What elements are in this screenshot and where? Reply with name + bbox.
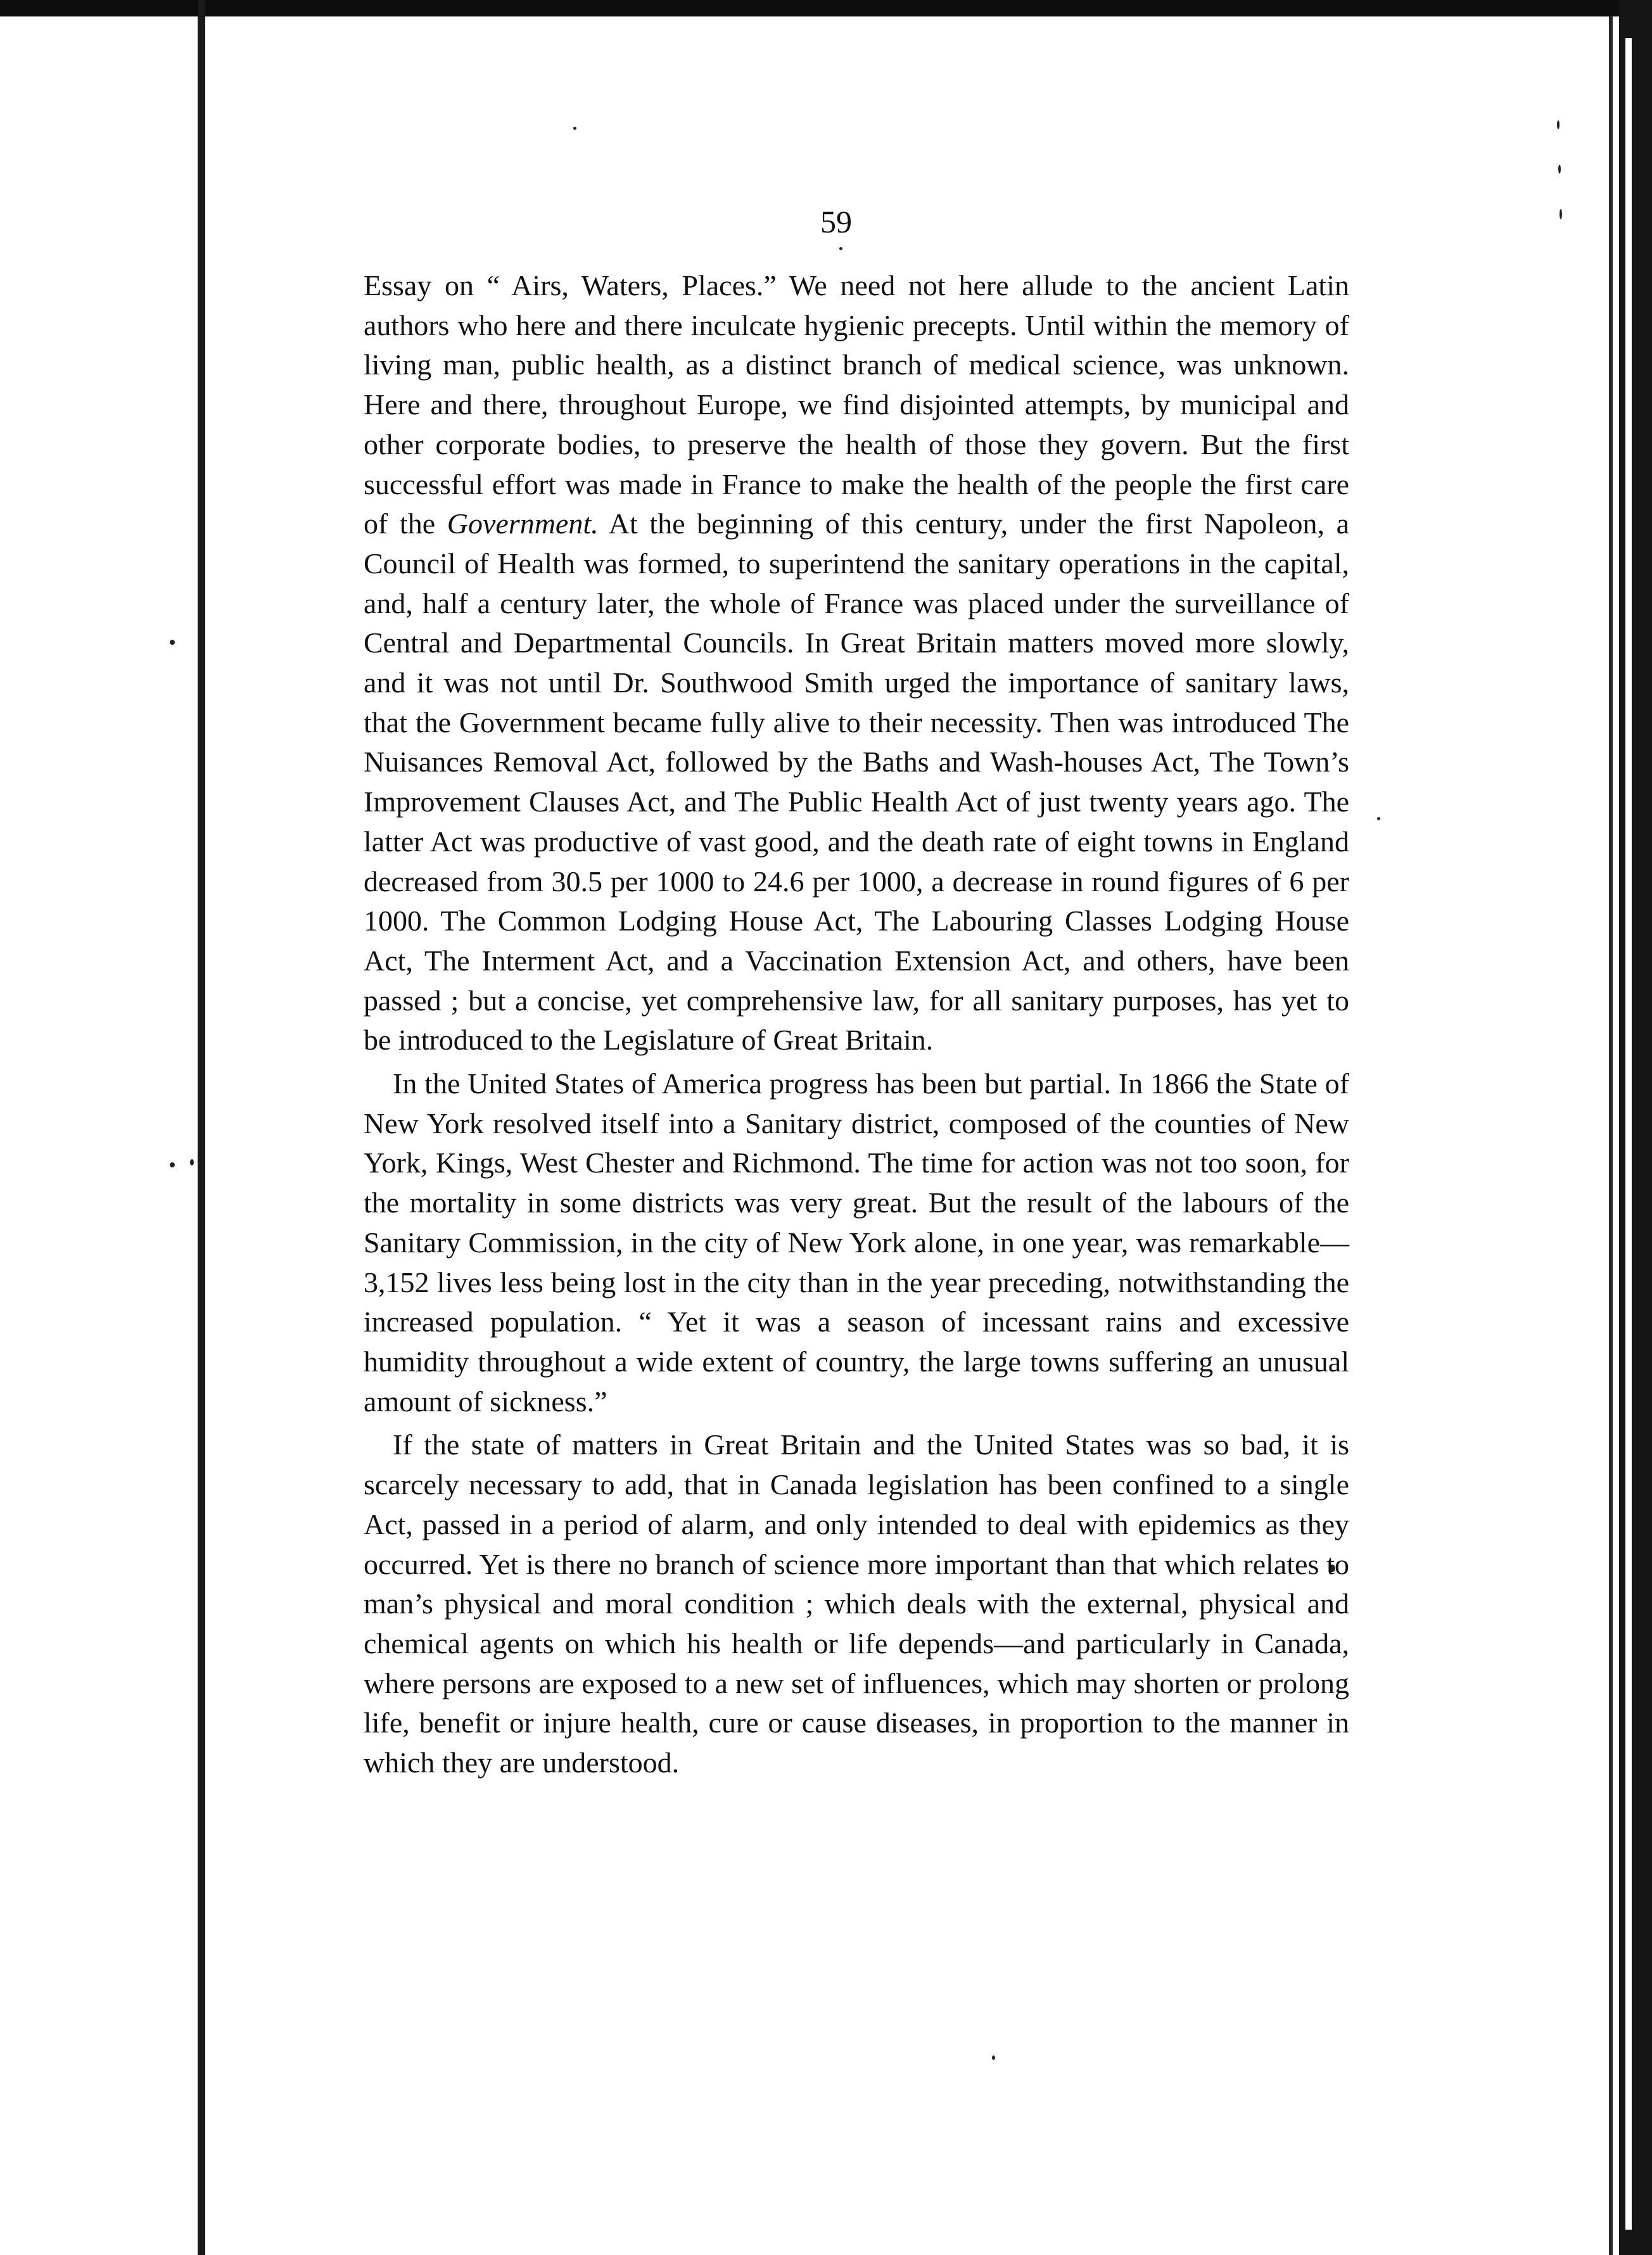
paragraph-canada: If the state of matters in Great Britain and the United States was so bad, it is scarcely necessary to add, that in Canada legislation has been confined to a single Act, passed in a period of alarm, and only intended to deal with epidemics as they occurred. Yet is there no branch of science more important than that which relates to man’s physical and moral condition ; which deals with the external, physical and chemical agents on which his health or life depends—and particularly in Canada, where persons are exposed to a new set of influences, which may shorten or prolong life, benefit or injure health, cure or cause diseases, in proportion to the manner in which they are understood. bbox=[364, 1428, 1349, 1779]
page-body bbox=[364, 266, 1349, 1787]
scan-speck bbox=[573, 127, 576, 130]
scan-speck bbox=[1557, 120, 1560, 129]
scan-border-right bbox=[1619, 0, 1652, 2255]
scan-border-left bbox=[198, 0, 205, 2255]
scan-speck bbox=[1558, 165, 1561, 174]
scan-border-right-line bbox=[1609, 16, 1613, 2255]
page-number: 59 bbox=[820, 204, 852, 239]
scan-border-top bbox=[0, 0, 1652, 16]
scan-speck bbox=[1560, 209, 1562, 219]
scan-speck bbox=[170, 640, 175, 645]
scan-speck bbox=[190, 1159, 194, 1166]
paragraph-united-states: In the United States of America progress has been but partial. In 1866 the State of New York resolved itself into a Sanitary district, composed of the counties of New York, Kings, West Chester and Richmond. The time for action was not too soon, for the mortality in some districts was very great. But the result of the labours of the Sanitary Commission, in the city of New York alone, in one year, was remarkable—3,152 lives less being lost in the city than in the year preceding, notwithstanding the increased population. “ Yet it was a season of incessant rains and excessive humidity throughout a wide extent of country, the large towns suffering an unusual amount of sickness.” bbox=[364, 1067, 1349, 1418]
government-italic: Government. bbox=[447, 507, 599, 540]
scan-speck bbox=[992, 2055, 995, 2060]
scan-speck bbox=[170, 1162, 175, 1167]
paragraph-history-lead: Essay on “ Airs, Waters, Places.” We need not here allude to the ancient Latin authors who here and there inculcate hygienic precepts. Until within the memory of living man, public health, as a distinct branch of medical science, was unknown. Here and there, throughout Europe, we find disjointed attempts, by municipal and other corporate bodies, to preserve the health of those they govern. But the first successful effort was made in France to make the health of the people the first care of the bbox=[364, 269, 1349, 540]
paragraph-history-rest: At the beginning of this century, under the first Napoleon, a Council of Health was formed, to superintend the sanitary operations in the capital, and, half a century later, the whole of France was placed under the surveillance of Central and Departmental Councils. In Great Britain matters moved more slowly, and it was not until Dr. Southwood Smith urged the importance of sanitary laws, that the Government became fully alive to their necessity. Then was introduced The Nuisances Removal Act, followed by the Baths and Wash-houses Act, The Town’s Improvement Clauses Act, and The Public Health Act of just twenty years ago. The latter Act was productive of vast good, and the death rate of eight towns in England decreased from 30.5 per 1000 to 24.6 per 1000, a decrease in round figures of 6 per 1000. The Common Lodging House Act, The Labouring Classes Lodging House Act, The Interment Act, and a Vaccination Extension Act, and others, have been passed ; but a concise, yet comprehensive law, for all sanitary purposes, has yet to be introduced to the Legislature of Great Britain. bbox=[364, 507, 1349, 1057]
scan-border-right-gap bbox=[1625, 38, 1632, 2230]
paragraph-history bbox=[364, 266, 1349, 1060]
scan-speck bbox=[839, 247, 842, 250]
scan-speck bbox=[1377, 817, 1380, 820]
